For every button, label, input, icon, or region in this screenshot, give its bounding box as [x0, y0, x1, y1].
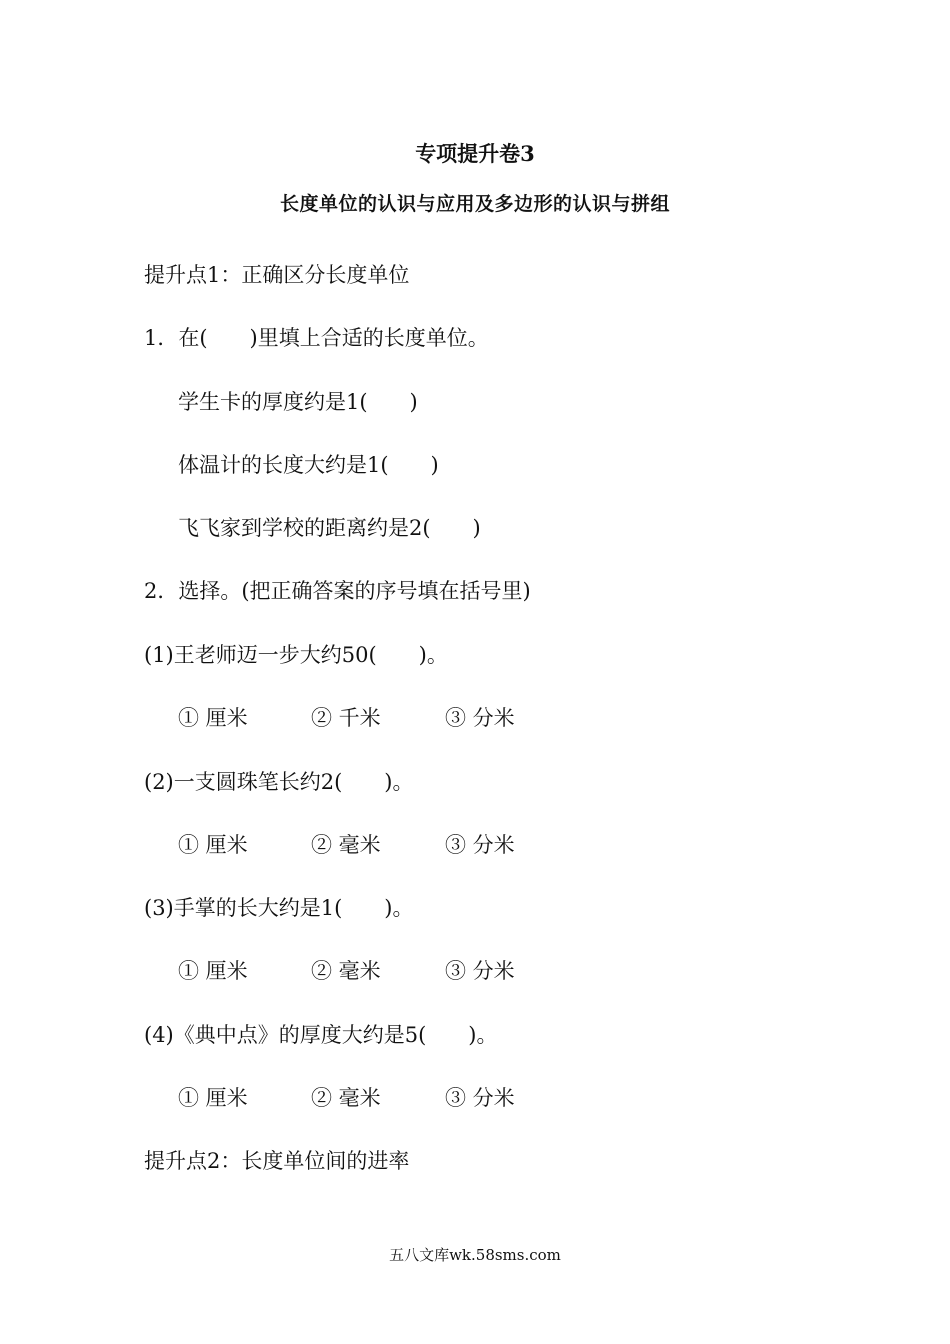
- page-subtitle: 长度单位的认识与应用及多边形的认识与拼组: [279, 193, 670, 215]
- question-2-sub-stem: (2)一支圆珠笔长约2( )。: [144, 770, 414, 794]
- option: ① 厘米: [178, 1086, 248, 1110]
- question-1-item: 飞飞家到学校的距离约是2( ): [178, 516, 481, 540]
- option: ③ 分米: [445, 706, 515, 730]
- option: ② 千米: [311, 706, 381, 730]
- question-1-prompt: 1．在( )里填上合适的长度单位。: [144, 326, 489, 350]
- option: ① 厘米: [178, 959, 248, 983]
- page-title: 专项提升卷3: [415, 141, 535, 166]
- page-footer: 五八文库wk.58sms.com: [389, 1246, 561, 1264]
- option: ① 厘米: [178, 833, 248, 857]
- option: ① 厘米: [178, 706, 248, 730]
- question-1-item: 体温计的长度大约是1( ): [178, 453, 439, 477]
- question-1-item: 学生卡的厚度约是1( ): [178, 390, 418, 414]
- question-2-prompt: 2．选择。(把正确答案的序号填在括号里): [144, 579, 531, 603]
- option: ② 毫米: [311, 1086, 381, 1110]
- option: ③ 分米: [445, 833, 515, 857]
- section-heading-2: 提升点2：长度单位间的进率: [144, 1149, 410, 1173]
- option: ③ 分米: [445, 1086, 515, 1110]
- question-2-sub-stem: (1)王老师迈一步大约50( )。: [144, 643, 448, 667]
- question-2-sub-stem: (4)《典中点》的厚度大约是5( )。: [144, 1023, 498, 1047]
- question-2-sub-stem: (3)手掌的长大约是1( )。: [144, 896, 414, 920]
- option: ② 毫米: [311, 833, 381, 857]
- section-heading-1: 提升点1：正确区分长度单位: [144, 263, 410, 287]
- option: ② 毫米: [311, 959, 381, 983]
- option: ③ 分米: [445, 959, 515, 983]
